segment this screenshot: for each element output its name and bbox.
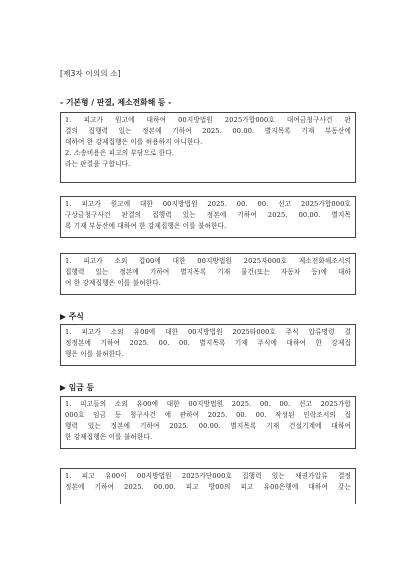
claim-box <box>60 196 356 238</box>
claim-line: 한 강제집행은 이를 불허한다. <box>65 433 153 442</box>
claim-line: 1. 피고 유00이 00지방법원 2025카단000호 집행력 있는 채권가압류 결정 <box>65 472 351 480</box>
claim-line: 결의 집행력 있는 정본에 기하여 2025. 00.00. 별지목록 기재 부동산에 <box>65 127 351 136</box>
claim-box <box>60 112 356 183</box>
claim-line: 2. 소송비용은 피고의 부담으로 한다. <box>65 149 175 158</box>
claim-line: 1. 피고가 소외 갑00에 대한 00지방법원 2025자000호 제소전화해조서의 <box>65 257 351 265</box>
claim-box <box>60 468 356 504</box>
claim-line: 구상금청구사건 판결의 집행력 있는 정본에 기하여 2025. 00.00. 별지목 <box>65 211 351 220</box>
claim-box <box>60 324 356 366</box>
claim-line: 1. 피고가 소외 유00에 대한 00지방법원 2025타000호 주식 압류명령 결 <box>65 328 351 336</box>
claim-line: 000호 임금 등 청구사건 에 관하여 2025. 00. 00. 작성된 인락조서의 집 <box>65 411 351 420</box>
claim-line: 대하여 한 강제집행은 이를 허용하지 아니한다. <box>65 138 203 147</box>
claim-line: 록 기재 부동산에 대하여 한 강제집행은 이를 불허한다. <box>65 222 227 231</box>
section-title-stock: ▶ 주식 <box>60 312 84 321</box>
claim-line: 정정본에 기하여 2025. 00. 00. 별지목록 기재 주식에 대하여 한 강제집 <box>65 339 351 348</box>
claim-line: 라는 판결을 구합니다. <box>65 160 131 169</box>
claim-line: 정본에 기하여 2025. 00.00. 피고 방00의 피고 유00은행에 대하여 갖는 <box>65 483 351 492</box>
claim-box <box>60 396 356 449</box>
claim-line: 1. 피고가 원고에 대한 00지방법원 2025. 00. 00. 선고 2025가합000호 <box>65 200 351 208</box>
claim-line: 행력 있는 정본에 기하여 2025. 00.00. 별지목록 기재 건설기계에 대하여 <box>65 422 351 431</box>
claim-box <box>60 253 356 295</box>
section-title-wages: ▶ 임금 등 <box>60 383 95 392</box>
page-header: [제3자 이의의 소] <box>60 69 121 78</box>
claim-line: 여 한 강제집행은 이를 불허한다. <box>65 279 161 288</box>
section-title-basic: - 기본형 / 판결, 제소전화해 등 - <box>60 98 172 107</box>
claim-line: 집행력 있는 정본에 기하여 별지목록 기재 물건(또는 자동차 등)에 대하 <box>65 268 351 277</box>
claim-line: 1. 피고가 원고에 대하여 00지방법원 2025가합000호 대여금청구사건 판 <box>65 116 351 124</box>
claim-line: 1. 피고들의 소외 유00에 대한 00지방법원 2025. 00. 00. 선고 2025가합 <box>65 400 351 408</box>
claim-line: 행은 이를 불허한다. <box>65 350 124 359</box>
